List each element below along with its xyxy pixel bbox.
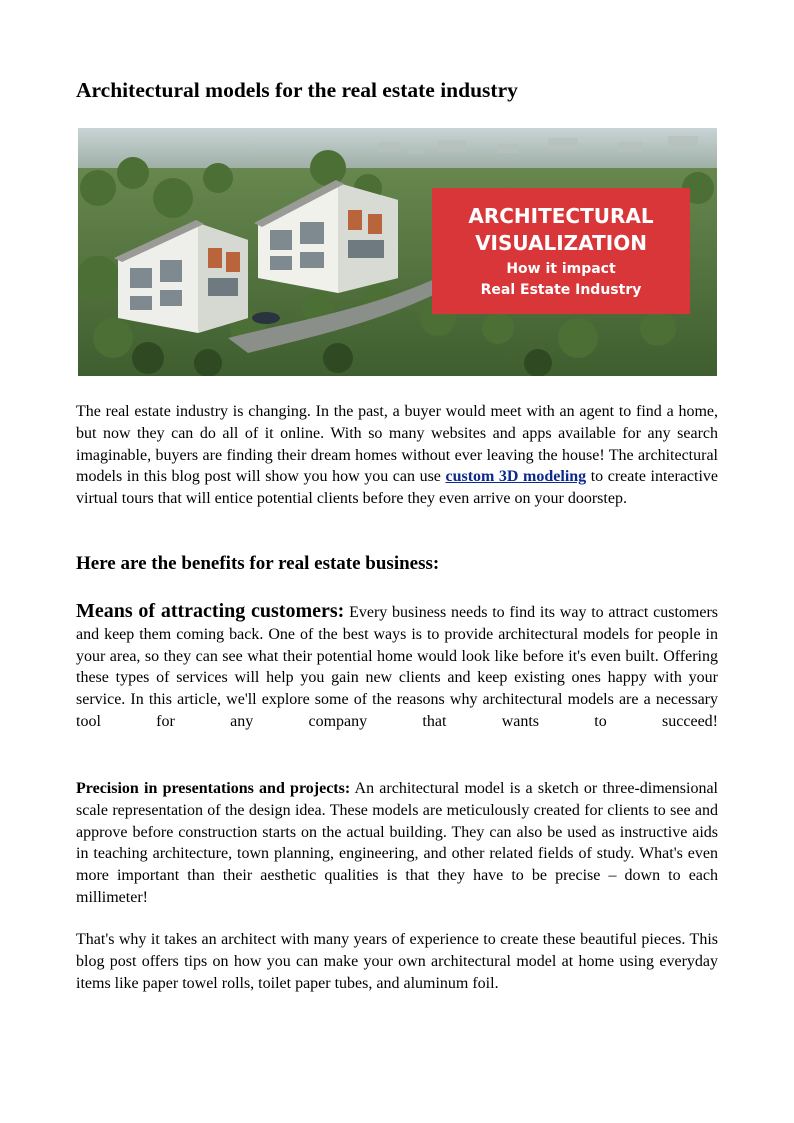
closing-paragraph: That's why it takes an architect with many years of experience to create these beautiful pieces. This blog post offers tips on how you can make your own architectural model at home using everyday items like paper towel rolls, toilet paper tubes, and aluminum foil. (76, 931, 718, 992)
hero-illustration (78, 128, 717, 376)
benefit-2-text: An architectural model is a sketch or three-dimensional scale representation of the design idea. These models are meticulously created for clients to see and approve before construction starts on the actual building. They can also be used as instructive aids in teaching architecture, town planning, engineering, and other related fields of study. What's even more important than their aesthetic qualities is that they have to be precise – down to each millimeter! (76, 780, 718, 906)
hero-image (78, 128, 717, 376)
benefit-precision (76, 778, 718, 909)
intro-text-before-link: The real estate industry is changing. In the past, a buyer would meet with an agent to find a home, but now they can do all of it online. With so many websites and apps available for any search imaginable, buyers are finding their dream homes without ever leaving the house! The architectural models in this blog post will show you how you can use (76, 403, 718, 486)
benefit-1-lead: Means of attracting customers: (76, 600, 345, 622)
banner-line-1: ARCHITECTURAL (468, 204, 654, 228)
banner-line-2: VISUALIZATION (475, 231, 647, 255)
banner-line-4: Real Estate Industry (480, 282, 642, 298)
benefit-attracting-customers (76, 601, 718, 733)
banner-line-3: How it impact (506, 261, 616, 277)
intro-text-after-link: to create interactive virtual tours that will entice potential clients before they even arrive on your doorstep. (76, 468, 719, 508)
benefit-2-lead: Precision in presentations and projects: (76, 780, 351, 797)
benefits-heading: Here are the benefits for real estate business: (76, 553, 440, 574)
benefit-1-text: Every business needs to find its way to attract customers and keep them coming back. One of the best ways is to provide architectural models for people in your area, so they can see what their potential home would look like before it's even built. Offering these types of services will help you gain new clients and keep existing ones happy with your service. In this article, we'll explore some of the reasons why architectural models are a necessary tool for any company that wants to succeed! (76, 604, 719, 730)
page-title: Architectural models for the real estate industry (76, 78, 518, 102)
custom-3d-modeling-link[interactable]: custom 3D modeling (445, 468, 587, 486)
intro-paragraph (76, 401, 718, 510)
